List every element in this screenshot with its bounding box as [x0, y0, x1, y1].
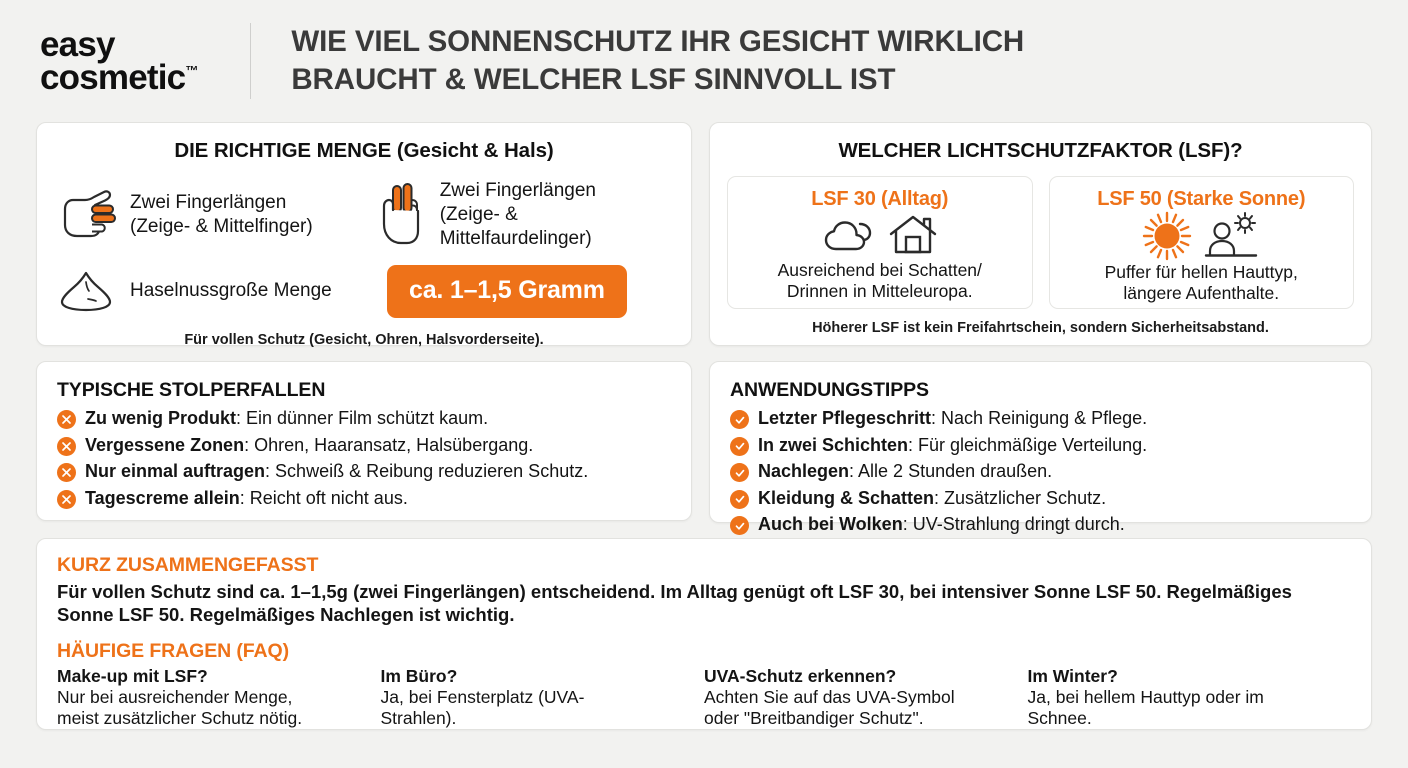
pitfalls-list — [57, 408, 671, 509]
check-circle-icon — [730, 410, 749, 429]
lsf-box-50-icons — [1141, 214, 1261, 258]
amount-card-title-strong: DIE RICHTIGE MENGE — [174, 139, 392, 162]
faq-item — [57, 666, 381, 730]
middle-row — [36, 361, 1372, 535]
summary-body — [57, 580, 1351, 627]
amount-card-title — [55, 139, 673, 163]
summary-body-line2: Sonne LSF 50. Regelmäßiges Nachlegen ist wichtig. — [57, 604, 515, 626]
amount-item-hand-up — [375, 179, 673, 251]
faq-answer — [381, 687, 705, 730]
lsf-box-50-desc-line2: längere Aufenthalte. — [1123, 283, 1280, 304]
faq-heading: HÄUFIGE FRAGEN (FAQ) — [57, 639, 289, 662]
faq-question: Make-up mit LSF? — [57, 665, 208, 686]
list-item-text — [85, 435, 533, 457]
cloud-icon — [822, 215, 878, 255]
list-item-label: Tagescreme allein — [85, 487, 240, 508]
faq-question: Im Büro? — [380, 665, 458, 686]
faq-answer-line2: Strahlen). — [380, 708, 457, 729]
amount-item-hand-side — [55, 187, 375, 243]
lsf-box-30-desc — [778, 260, 982, 303]
amount-item2-line2: (Zeige- & Mittelfaurdelinger) — [439, 203, 592, 249]
faq-answer-line2: meist zusätzlicher Schutz nötig. — [57, 708, 303, 729]
list-item — [730, 488, 1351, 510]
list-item — [57, 435, 671, 457]
faq-answer-line1: Achten Sie auf das UVA-Symbol — [704, 686, 955, 707]
sun-icon — [1141, 210, 1193, 262]
list-item-text — [85, 408, 488, 430]
lsf-box-30-head: LSF 30 (Alltag) — [811, 188, 949, 210]
page-header — [36, 0, 1372, 122]
list-item-desc: : Ein dünner Film schützt kaum. — [236, 408, 489, 428]
list-item-label: Kleidung & Schatten — [758, 487, 935, 508]
pitfalls-card-title: TYPISCHE STOLPERFALLEN — [57, 379, 326, 401]
lsf-card-footnote: Höherer LSF ist kein Freifahrtschein, sondern Sicherheitsabstand. — [812, 320, 1269, 336]
amount-item-hand-side-text — [130, 191, 313, 239]
list-item-desc: : Zusätzlicher Schutz. — [934, 487, 1107, 508]
list-item-desc: : Schweiß & Reibung reduzieren Schutz. — [265, 461, 589, 482]
header-divider — [250, 23, 251, 99]
check-circle-icon — [730, 490, 749, 509]
cream-dollop-icon — [55, 268, 117, 314]
list-item — [730, 461, 1351, 483]
check-circle-icon — [730, 437, 749, 456]
list-item-text — [758, 488, 1106, 510]
lsf-box-50-desc — [1105, 262, 1298, 305]
house-icon — [888, 214, 938, 256]
lsf-card-title: WELCHER LICHTSCHUTZFAKTOR (LSF)? — [838, 139, 1243, 162]
amount-pill-badge: ca. 1–1,5 Gramm — [387, 265, 627, 318]
lsf-box-30-desc-line1: Ausreichend bei Schatten/ — [777, 260, 982, 280]
hand-up-two-fingers-icon — [375, 180, 427, 250]
list-item-desc: : Alle 2 Stunden draußen. — [849, 461, 1053, 482]
faq-answer-line2: oder "Breitbandiger Schutz". — [704, 708, 924, 729]
list-item-label: In zwei Schichten — [758, 434, 909, 455]
list-item-text — [758, 514, 1125, 536]
list-item-desc: : Für gleichmäßige Verteilung. — [908, 434, 1148, 455]
faq-answer — [1028, 687, 1352, 730]
list-item — [730, 435, 1351, 457]
lsf-box-30-icons — [822, 214, 938, 256]
amount-row-dollop — [55, 265, 673, 318]
list-item-label: Nachlegen — [758, 461, 850, 482]
lsf-box-50-desc-line1: Puffer für hellen Hauttyp, — [1104, 262, 1298, 282]
lsf-box-grid — [727, 176, 1354, 309]
list-item-desc: : Reicht oft nicht aus. — [239, 487, 408, 508]
check-circle-icon — [730, 463, 749, 482]
list-item — [57, 461, 671, 483]
amount-item-hand-up-text — [440, 179, 673, 251]
brand-logo — [40, 24, 206, 97]
x-circle-icon — [57, 463, 76, 482]
brand-line-2: cosmetic™ — [40, 58, 199, 97]
list-item — [730, 408, 1351, 430]
lsf-box-50-head: LSF 50 (Starke Sonne) — [1097, 188, 1306, 210]
x-circle-icon — [57, 437, 76, 456]
faq-answer-line1: Ja, bei Fensterplatz (UVA- — [380, 686, 585, 707]
list-item-desc: : UV-Strahlung dringt durch. — [902, 514, 1125, 535]
tips-card-title: ANWENDUNGSTIPPS — [730, 379, 929, 401]
amount-item1-line1: Zwei Fingerlängen — [130, 191, 287, 213]
tips-card — [709, 361, 1372, 535]
list-item-desc: : Ohren, Haaransatz, Halsübergang. — [244, 434, 534, 455]
x-circle-icon — [57, 410, 76, 429]
list-item-text — [758, 408, 1147, 430]
faq-answer — [57, 687, 381, 730]
amount-item1-line2: (Zeige- & Mittelfinger) — [130, 215, 313, 237]
amount-row-fingers — [55, 179, 673, 251]
faq-answer-line2: Schnee. — [1027, 708, 1092, 729]
pitfalls-card — [36, 361, 692, 521]
page-title — [291, 23, 1024, 100]
list-item-label: Letzter Pflegeschritt — [758, 408, 932, 428]
page-title-line-1: WIE VIEL SONNENSCHUTZ IHR GESICHT WIRKLICH — [291, 24, 1025, 58]
list-item — [57, 488, 671, 510]
check-circle-icon — [730, 516, 749, 535]
summary-heading: KURZ ZUSAMMENGEFASST — [57, 554, 319, 576]
list-item-text — [758, 461, 1052, 483]
amount-item-dollop — [55, 268, 377, 314]
list-item — [57, 408, 671, 430]
trademark-symbol: ™ — [185, 63, 199, 78]
lsf-box-30 — [727, 176, 1033, 309]
faq-answer-line1: Nur bei ausreichender Menge, — [57, 686, 293, 707]
faq-item — [704, 666, 1028, 730]
faq-question: UVA-Schutz erkennen? — [704, 665, 897, 686]
lsf-box-50 — [1049, 176, 1355, 309]
list-item-text — [85, 488, 408, 510]
page-title-line-2: BRAUCHT & WELCHER LSF SINNVOLL IST — [291, 63, 896, 96]
faq-item — [1028, 666, 1352, 730]
amount-rows — [55, 179, 673, 318]
amount-item2-line1: Zwei Fingerlängen — [439, 180, 596, 201]
list-item-desc: : Nach Reinigung & Pflege. — [931, 408, 1148, 428]
brand-line-1: easy — [40, 24, 115, 64]
x-circle-icon — [57, 490, 76, 509]
faq-item — [381, 666, 705, 730]
hand-side-two-fingers-icon — [55, 187, 117, 243]
list-item-label: Zu wenig Produkt — [85, 408, 236, 428]
list-item — [730, 514, 1351, 536]
amount-card — [36, 122, 692, 346]
faq-grid — [57, 666, 1351, 730]
faq-answer — [704, 687, 1028, 730]
list-item-label: Nur einmal auftragen — [85, 461, 266, 482]
tips-list — [730, 408, 1351, 536]
amount-item-dollop-text: Haselnussgroße Menge — [130, 280, 332, 302]
summary-card — [36, 538, 1372, 730]
list-item-text — [758, 435, 1147, 457]
lsf-card — [709, 122, 1372, 346]
list-item-text — [85, 461, 588, 483]
top-row — [36, 122, 1372, 346]
lsf-box-30-desc-line2: Drinnen in Mitteleuropa. — [786, 281, 973, 302]
person-sunbathing-icon — [1203, 211, 1261, 261]
amount-card-title-normal: (Gesicht & Hals) — [391, 139, 554, 162]
faq-question: Im Winter? — [1027, 665, 1118, 686]
faq-answer-line1: Ja, bei hellem Hauttyp oder im — [1027, 686, 1264, 707]
amount-card-footnote: Für vollen Schutz (Gesicht, Ohren, Halsvorderseite). — [184, 331, 544, 348]
list-item-label: Vergessene Zonen — [85, 434, 245, 455]
list-item-label: Auch bei Wolken — [758, 514, 903, 535]
summary-body-line1: Für vollen Schutz sind ca. 1–1,5g (zwei Fingerlängen) entscheidend. Im Alltag genügt oft LSF 30, bei intensiver Sonne LSF 50. Regelmäßiges — [57, 581, 1292, 602]
